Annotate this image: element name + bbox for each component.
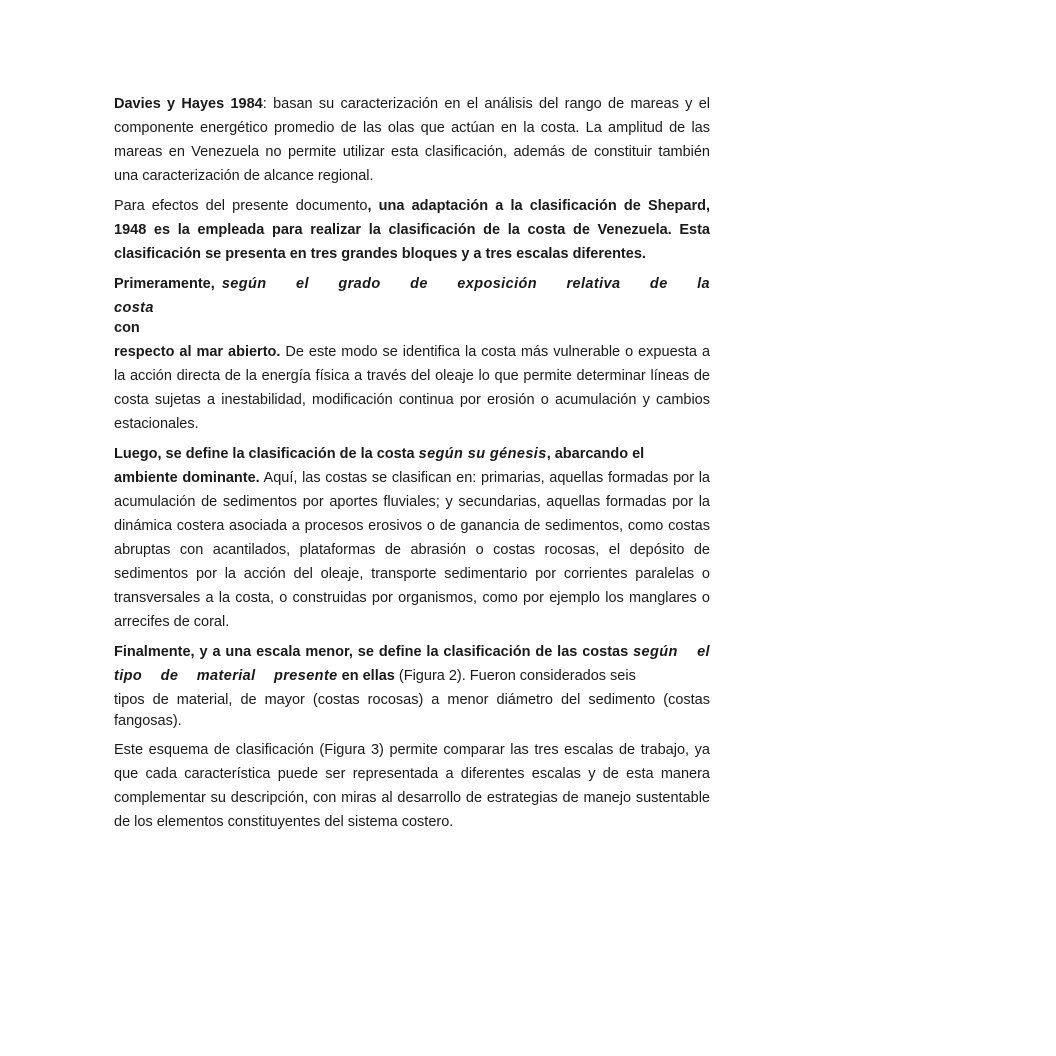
paragraph-bold-text: con xyxy=(114,320,140,336)
paragraph-finalmente-heading xyxy=(114,640,710,688)
paragraph-text: Aquí, las costas se clasifican en: primarias, aquellas formadas por la acumulación de sedimentos por aportes fluviales; y secundarias, aquellas formadas por la dinámica costera asociada a procesos erosivos o de ganancia de sedimentos, como costas abruptas con acantilados, plataformas de abrasión o costas rocosas, el depósito de sedimentos por la acción del oleaje, transporte sedimentario por corrientes paralelas o transversales a la costa, o construidas por organismos, como por ejemplo los manglares o arrecifes de coral. xyxy=(114,470,710,630)
paragraph-text: : basan su caracterización en el análisis del rango de mareas y el componente energético promedio de las olas que actúan en la costa. La amplitud de las mareas en Venezuela no permite utilizar esta clasificación, además de constituir también una caracterización de alcance regional. xyxy=(114,96,710,184)
paragraph-bold-text: , abarcando el xyxy=(546,446,645,462)
paragraph-text: Para efectos del presente documento xyxy=(114,198,368,214)
paragraph-bold-text: en ellas xyxy=(337,668,395,684)
paragraph-text: Este esquema de clasificación (Figura 3) permite comparar las tres escalas de trabajo, ya que cada característica puede ser representada a diferentes escalas y de esta manera complementar su descripción, con miras al desarrollo de estrategias de manejo sustentable de los elementos constituyentes del sistema costero. xyxy=(114,742,710,830)
paragraph-text: De este modo se identifica la costa más vulnerable o expuesta a la acción directa de la energía física a través del oleaje lo que permite determinar líneas de costa sujetas a inestabilidad, modificación continua por erosión o acumulación y cambios estacionales. xyxy=(114,344,711,432)
paragraph-bold-text: respecto al mar abierto. xyxy=(114,344,281,360)
paragraph-bold-text: ambiente dominante. xyxy=(114,470,260,486)
paragraph-bold-text: Finalmente, y a una escala menor, se define la clasificación de las costas xyxy=(114,644,629,660)
paragraph-bold-text: Primeramente, xyxy=(114,276,215,292)
paragraph-primeramente-con xyxy=(114,316,710,340)
paragraph-davies-hayes xyxy=(114,92,710,188)
paragraph-italic-text: según el tipo de material presente xyxy=(114,644,710,684)
paragraph-text: (Figura 2). Fueron considerados seis xyxy=(394,668,636,684)
paragraph-exposicion xyxy=(114,340,710,436)
citation-davies-hayes: Davies y Hayes 1984 xyxy=(114,96,263,112)
paragraph-luego-heading xyxy=(114,442,710,466)
paragraph-italic-text: según su génesis xyxy=(418,446,547,462)
paragraph-bold-text: Luego, se define la clasificación de la costa xyxy=(114,446,419,462)
paragraph-italic-text: según el grado de exposición relativa de la costa xyxy=(114,276,711,316)
paragraph-text: tipos de material, de mayor (costas rocosas) a menor diámetro del sedimento (costas fangosas). xyxy=(114,692,710,729)
paragraph-material xyxy=(114,690,710,732)
paragraph-esquema xyxy=(114,738,710,834)
document-body xyxy=(114,92,710,840)
paragraph-bold-text: , una adaptación a la clasificación de Shepard, 1948 es la empleada para realizar la clasificación de la costa de Venezuela. Esta clasificación se presenta en tres grandes bloques y a tres escalas diferentes. xyxy=(114,198,711,262)
paragraph-shepard xyxy=(114,194,710,266)
paragraph-genesis xyxy=(114,466,710,634)
paragraph-primeramente-heading xyxy=(114,272,710,320)
